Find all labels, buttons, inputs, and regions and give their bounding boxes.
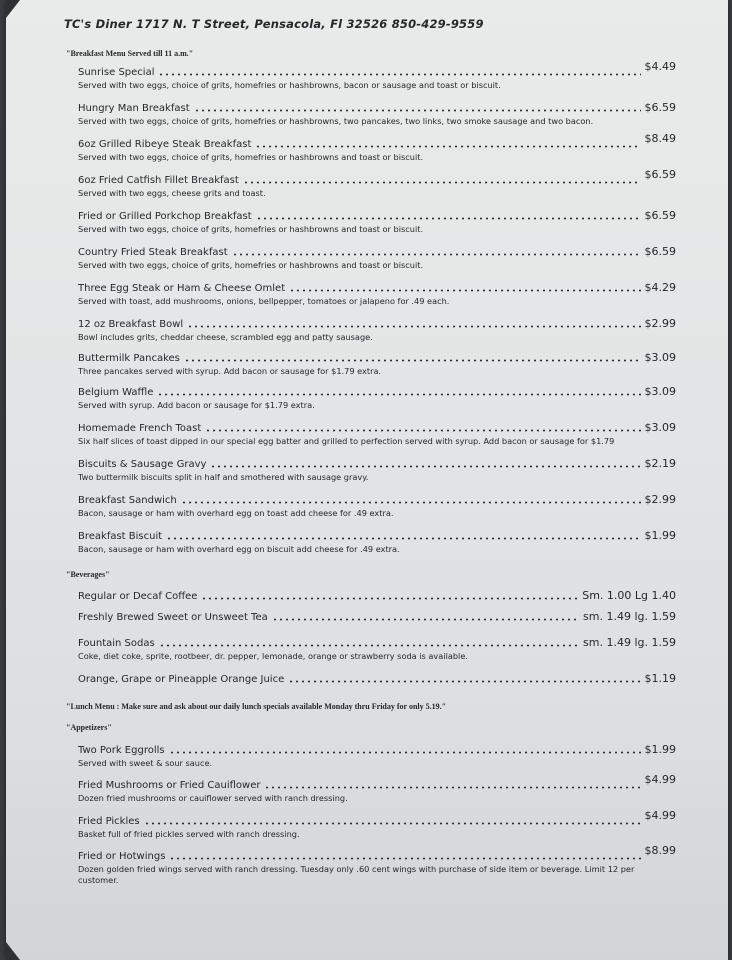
- lunch-menu-note: "Lunch Menu : Make sure and ask about our daily lunch specials available Monday thru Friday for only 5.19.": [66, 702, 447, 711]
- item-name: Fried or Grilled Porkchop Breakfast: [78, 211, 252, 222]
- item-price: Sm. 1.00 Lg 1.40: [582, 589, 676, 602]
- dot-leader: [166, 537, 640, 540]
- breakfast-item: [78, 209, 676, 235]
- breakfast-item: [78, 385, 676, 411]
- dot-leader: [157, 393, 640, 396]
- dot-leader: [289, 289, 640, 292]
- dot-leader: [194, 109, 641, 112]
- item-description: Served with toast, add mushrooms, onions, bellpepper, tomatoes or jalapeno for .49 each.: [78, 296, 450, 306]
- beverages-item: [78, 672, 676, 687]
- item-price: $6.59: [644, 168, 676, 181]
- item-name: Three Egg Steak or Ham & Cheese Omlet: [78, 283, 286, 294]
- item-description: Dozen golden fried wings served with ranch dressing. Tuesday only .60 cent wings with purchase of side item or beverage. Limit 12 per customer.: [78, 864, 635, 885]
- appetizers-item: [78, 844, 676, 885]
- breakfast-section-title: "Breakfast Menu Served till 11 a.m.": [66, 49, 194, 58]
- breakfast-item: [78, 60, 676, 91]
- item-price: $6.59: [644, 101, 676, 114]
- breakfast-item: [78, 493, 676, 519]
- item-name: Belgium Waffle: [78, 387, 154, 398]
- item-description: Served with two eggs, choice of grits, homefries or hashbrowns, bacon or sausage and toast or biscuit.: [78, 80, 501, 90]
- dot-leader: [159, 644, 579, 647]
- item-name: Fried Mushrooms or Fried Cauiflower: [78, 780, 261, 791]
- item-description: Coke, diet coke, sprite, rootbeer, dr. pepper, lemonade, orange or strawberry soda is available.: [78, 651, 468, 661]
- dot-leader: [144, 822, 641, 825]
- item-name: Breakfast Sandwich: [78, 495, 177, 506]
- breakfast-item: [78, 351, 676, 377]
- item-name: Freshly Brewed Sweet or Unsweet Tea: [78, 612, 268, 623]
- appetizers-item: [78, 743, 676, 769]
- item-name: Biscuits & Sausage Gravy: [78, 459, 207, 470]
- dot-leader: [187, 325, 640, 328]
- item-price: $4.99: [644, 809, 676, 822]
- item-price: sm. 1.49 lg. 1.59: [583, 636, 676, 649]
- breakfast-item: [78, 132, 676, 163]
- breakfast-item: [78, 101, 676, 127]
- item-price: $4.29: [644, 281, 676, 294]
- dot-leader: [158, 73, 640, 76]
- item-price: $3.09: [644, 421, 676, 434]
- dot-leader: [169, 857, 640, 860]
- item-price: sm. 1.49 lg. 1.59: [583, 610, 676, 623]
- item-name: 6oz Fried Catfish Fillet Breakfast: [78, 175, 239, 186]
- item-price: $6.59: [644, 245, 676, 258]
- item-name: Breakfast Biscuit: [78, 531, 163, 542]
- breakfast-item: [78, 245, 676, 271]
- item-description: Two buttermilk biscuits split in half and smothered with sausage gravy.: [78, 472, 369, 482]
- item-price: $2.99: [644, 317, 676, 330]
- item-name: Homemade French Toast: [78, 423, 202, 434]
- item-description: Bowl includes grits, cheddar cheese, scrambled egg and patty sausage.: [78, 332, 373, 342]
- item-description: Basket full of fried pickles served with ranch dressing.: [78, 829, 300, 839]
- item-description: Dozen fried mushrooms or cauiflower served with ranch dressing.: [78, 793, 348, 803]
- breakfast-item: [78, 529, 676, 555]
- item-description: Served with two eggs, choice of grits, homefries or hashbrowns and toast or biscuit.: [78, 224, 424, 234]
- breakfast-item: [78, 457, 676, 483]
- item-price: $2.19: [644, 457, 676, 470]
- item-name: Two Pork Eggrolls: [78, 745, 165, 756]
- breakfast-item: [78, 421, 676, 447]
- menu-page: [6, 0, 728, 960]
- dot-leader: [201, 597, 578, 600]
- item-name: Orange, Grape or Pineapple Orange Juice: [78, 674, 285, 685]
- item-description: Bacon, sausage or ham with overhard egg on toast add cheese for .49 extra.: [78, 508, 394, 518]
- item-description: Three pancakes served with syrup. Add bacon or sausage for $1.79 extra.: [78, 366, 382, 376]
- dot-leader: [169, 751, 641, 754]
- dot-leader: [255, 145, 640, 148]
- item-description: Six half slices of toast dipped in our special egg batter and grilled to perfection served with syrup. Add bacon or sausage for $1.79: [78, 436, 615, 446]
- item-description: Served with sweet & sour sauce.: [78, 758, 213, 768]
- item-description: Served with two eggs, choice of grits, homefries or hashbrowns and toast or biscuit.: [78, 260, 424, 270]
- item-description: Bacon, sausage or ham with overhard egg on biscuit add cheese for .49 extra.: [78, 544, 400, 554]
- item-name: 6oz Grilled Ribeye Steak Breakfast: [78, 139, 252, 150]
- dot-leader: [232, 253, 641, 256]
- dot-leader: [256, 217, 641, 220]
- item-price: $3.09: [644, 351, 676, 364]
- dot-leader: [181, 501, 641, 504]
- beverages-item: [78, 610, 676, 625]
- item-name: Buttermilk Pancakes: [78, 353, 180, 364]
- item-description: Served with syrup. Add bacon or sausage for $1.79 extra.: [78, 400, 315, 410]
- dot-leader: [184, 359, 641, 362]
- item-price: $1.99: [644, 743, 676, 756]
- dot-leader: [210, 465, 640, 468]
- item-description: Served with two eggs, choice of grits, homefries or hashbrowns and toast or biscuit.: [78, 152, 424, 162]
- item-name: 12 oz Breakfast Bowl: [78, 319, 184, 330]
- item-name: Sunrise Special: [78, 67, 155, 78]
- beverages-item: [78, 589, 676, 604]
- dot-leader: [288, 680, 640, 683]
- item-price: $1.19: [644, 672, 676, 685]
- item-price: $8.99: [644, 844, 676, 857]
- appetizers-item: [78, 773, 676, 804]
- restaurant-header: TC's Diner 1717 N. T Street, Pensacola, Fl 32526 850-429-9559: [64, 17, 484, 31]
- item-description: Served with two eggs, cheese grits and toast.: [78, 188, 266, 198]
- item-name: Country Fried Steak Breakfast: [78, 247, 228, 258]
- item-price: $4.99: [644, 773, 676, 786]
- breakfast-item: [78, 281, 676, 307]
- item-price: $8.49: [644, 132, 676, 145]
- dot-leader: [205, 429, 640, 432]
- item-description: Served with two eggs, choice of grits, homefries or hashbrowns, two pancakes, two links, two smoke sausage and two bacon.: [78, 116, 594, 126]
- dot-leader: [272, 618, 579, 621]
- item-name: Fountain Sodas: [78, 638, 155, 649]
- page-corner-top: [6, 0, 20, 18]
- item-name: Fried or Hotwings: [78, 851, 166, 862]
- item-name: Fried Pickles: [78, 816, 140, 827]
- dot-leader: [243, 181, 641, 184]
- appetizers-section-title: "Appetizers": [66, 723, 112, 732]
- item-name: Regular or Decaf Coffee: [78, 591, 198, 602]
- item-name: Hungry Man Breakfast: [78, 103, 190, 114]
- beverages-section-title: "Beverages": [66, 570, 110, 579]
- item-price: $1.99: [644, 529, 676, 542]
- appetizers-item: [78, 809, 676, 840]
- breakfast-item: [78, 317, 676, 343]
- item-price: $4.49: [644, 60, 676, 73]
- item-price: $3.09: [644, 385, 676, 398]
- item-price: $2.99: [644, 493, 676, 506]
- beverages-item: [78, 636, 676, 662]
- dot-leader: [264, 786, 640, 789]
- item-price: $6.59: [644, 209, 676, 222]
- page-corner-bottom: [6, 942, 20, 960]
- breakfast-item: [78, 168, 676, 199]
